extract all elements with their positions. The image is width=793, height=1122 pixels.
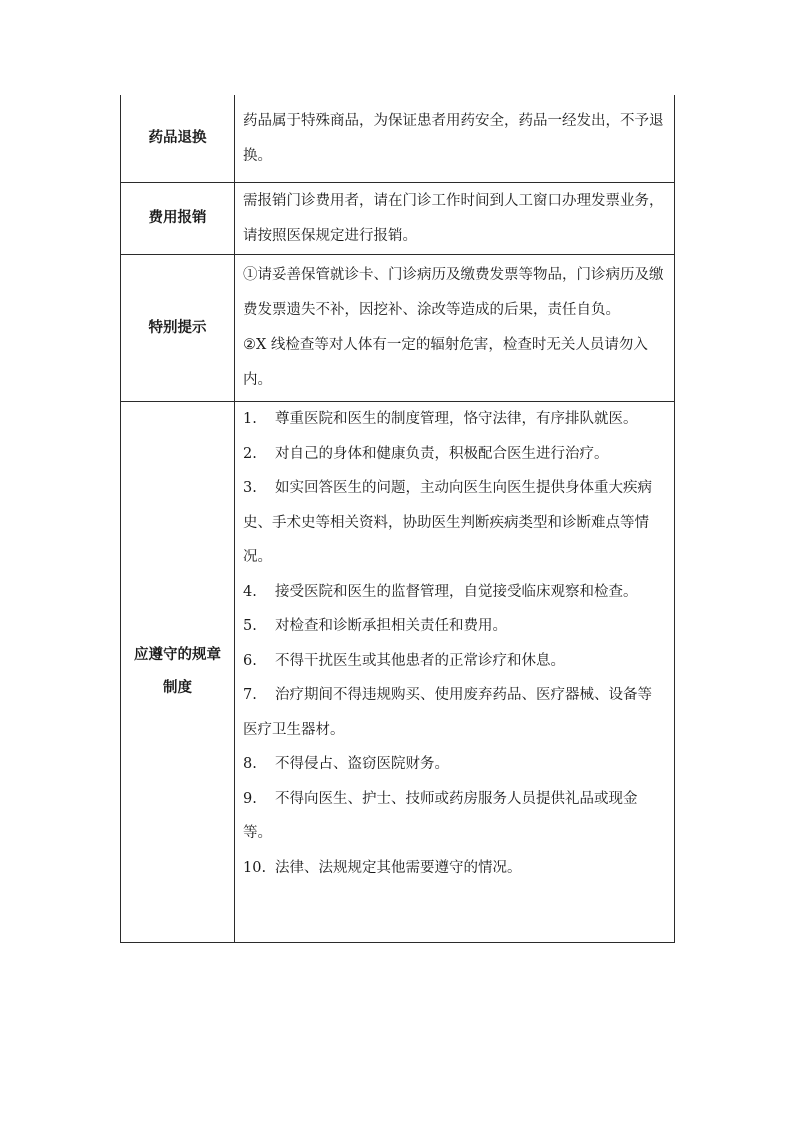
row-label: 应遵守的规章制度 [121,402,235,943]
rules-table [120,95,675,943]
item-number: 9. [243,790,257,807]
list-item [243,471,666,575]
list-item [243,609,666,644]
list-item [243,575,666,610]
item-text: 不得干扰医生或其他患者的正常诊疗和休息。 [275,652,565,669]
row-content [235,255,675,402]
item-text: 法律、法规规定其他需要遵守的情况。 [275,859,522,876]
notice-paragraph: ①请妥善保管就诊卡、门诊病历及缴费发票等物品，门诊病历及缴费发票遗失不补，因挖补、涂改等造成的后果，责任自负。 [243,267,664,318]
row-label: 药品退换 [121,95,235,183]
table-row-special-notice [121,255,675,402]
table-row-regulations [121,402,675,943]
item-number: 1. [243,411,257,427]
list-item [243,747,666,782]
notice-paragraph: ②X 线检查等对人体有一定的辐射危害，检查时无关人员请勿入内。 [243,337,648,388]
item-number: 8. [243,756,257,772]
item-number: 6. [243,652,257,669]
table-row-reimbursement [121,183,675,255]
item-text: 不得侵占、盗窃医院财务。 [275,756,449,772]
row-text: 药品属于特殊商品，为保证患者用药安全，药品一经发出，不予退换。 [243,112,664,164]
list-item [243,402,666,437]
item-number: 10. [243,859,267,876]
list-item [243,851,666,886]
row-text: 需报销门诊费用者，请在门诊工作时间到人工窗口办理发票业务，请按照医保规定进行报销。 [243,192,664,244]
item-text: 对检查和诊断承担相关责任和费用。 [275,618,507,634]
row-content [235,95,675,183]
list-item [243,644,666,679]
regulations-list [243,402,666,885]
list-item [243,782,666,851]
item-number: 2. [243,445,257,462]
list-item [243,678,666,747]
row-label: 费用报销 [121,183,235,255]
item-text: 对自己的身体和健康负责，积极配合医生进行治疗。 [275,445,609,462]
row-content [235,402,675,943]
item-text: 尊重医院和医生的制度管理，恪守法律，有序排队就医。 [275,411,638,427]
list-item [243,437,666,472]
item-number: 7. [243,687,257,703]
item-text: 不得向医生、护士、技师或药房服务人员提供礼品或现金等。 [243,790,638,841]
row-content [235,183,675,255]
table-row-drug-return [121,95,675,183]
item-text: 治疗期间不得违规购买、使用废弃药品、医疗器械、设备等医疗卫生器材。 [243,687,652,738]
item-text: 接受医院和医生的监督管理，自觉接受临床观察和检查。 [275,583,638,600]
row-label: 特别提示 [121,255,235,402]
item-number: 5. [243,618,257,634]
item-number: 4. [243,583,257,600]
item-text: 如实回答医生的问题，主动向医生向医生提供身体重大疾病史、手术史等相关资料，协助医生判断疾病类型和诊断难点等情况。 [243,480,652,565]
item-number: 3. [243,480,257,496]
